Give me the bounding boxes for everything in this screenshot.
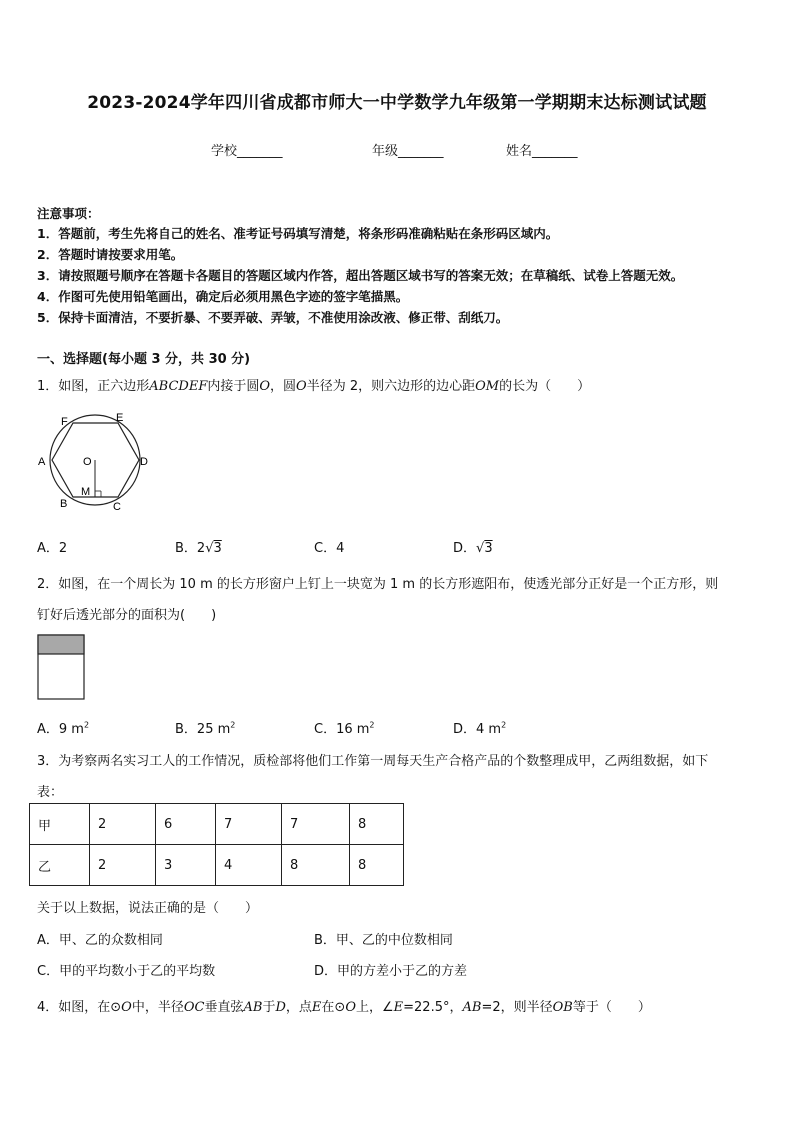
label-c: C bbox=[113, 501, 121, 513]
table-cell: 8 bbox=[350, 845, 404, 886]
sunshade-cloth bbox=[38, 635, 84, 654]
section-heading: 一、选择题(每小题 3 分，共 30 分) bbox=[37, 352, 251, 367]
label-a: A bbox=[38, 456, 46, 468]
question-1-text: 1．如图，正六边形ABCDEF内接于圆O，圆O半径为 2，则六边形的边心距OM的长为（ ） bbox=[37, 379, 591, 394]
sqrt-icon: √ bbox=[205, 541, 214, 556]
q1-option-b[interactable]: B．2√3 bbox=[175, 541, 222, 556]
q1-option-c[interactable]: C．4 bbox=[314, 541, 345, 556]
q2-option-d[interactable]: D．4 $m^2$ bbox=[453, 720, 507, 737]
note-item-1: 1．答题前，考生先将自己的姓名、准考证号码填写清楚，将条形码准确粘贴在条形码区域内。 bbox=[37, 226, 559, 241]
grade-field: 年级_______ bbox=[372, 144, 444, 159]
table-cell: 2 bbox=[90, 845, 156, 886]
table-cell: 2 bbox=[90, 804, 156, 845]
name-field: 姓名_______ bbox=[506, 144, 578, 159]
label-d: D bbox=[140, 456, 148, 468]
q3-option-a[interactable]: A．甲、乙的众数相同 bbox=[37, 933, 163, 948]
sqrt-icon: √ bbox=[476, 541, 485, 556]
note-item-5: 5．保持卡面清洁，不要折暴、不要弄破、弄皱，不准使用涂改液、修正带、刮纸刀。 bbox=[37, 310, 509, 325]
table-cell: 甲 bbox=[30, 804, 90, 845]
question-4-text: 4．如图，在⊙O中，半径OC垂直弦AB于D，点E在⊙O上，∠E=22.5°，AB=2，则半径OB等于（ ） bbox=[37, 1000, 651, 1015]
label-o: O bbox=[83, 456, 92, 468]
label-e: E bbox=[116, 412, 124, 424]
data-table bbox=[29, 803, 404, 886]
notes-heading: 注意事项： bbox=[37, 206, 100, 221]
window-figure bbox=[37, 634, 87, 702]
q2-option-c[interactable]: C．16 $m^2$ bbox=[314, 720, 375, 737]
table-cell: 8 bbox=[282, 845, 350, 886]
label-f: F bbox=[61, 416, 68, 428]
note-item-3: 3．请按照题号顺序在答题卡各题目的答题区域内作答，超出答题区域书写的答案无效；在草稿纸、试卷上答题无效。 bbox=[37, 268, 684, 283]
note-item-2: 2．答题时请按要求用笔。 bbox=[37, 247, 184, 262]
page-title: 2023-2024学年四川省成都市师大一中学数学九年级第一学期期末达标测试试题 bbox=[87, 93, 707, 113]
q3-option-d[interactable]: D．甲的方差小于乙的方差 bbox=[314, 964, 468, 979]
question-3-prompt: 关于以上数据，说法正确的是（ ） bbox=[37, 901, 259, 916]
question-3-line-2: 表： bbox=[37, 785, 64, 800]
q2-option-b[interactable]: B．25 $m^2$ bbox=[175, 720, 236, 737]
q1-option-d[interactable]: D．√3 bbox=[453, 541, 493, 556]
table-row-yi bbox=[30, 845, 404, 886]
table-cell: 7 bbox=[216, 804, 282, 845]
table-cell: 7 bbox=[282, 804, 350, 845]
hexagon-circle-figure bbox=[30, 404, 160, 516]
table-row-jia bbox=[30, 804, 404, 845]
school-field: 学校_______ bbox=[211, 144, 283, 159]
q2-option-a[interactable]: A．9 $m^2$ bbox=[37, 720, 90, 737]
q1-option-a[interactable]: A．2 bbox=[37, 541, 68, 556]
table-cell: 8 bbox=[350, 804, 404, 845]
label-m: M bbox=[81, 486, 91, 498]
table-cell: 4 bbox=[216, 845, 282, 886]
q3-option-c[interactable]: C．甲的平均数小于乙的平均数 bbox=[37, 964, 216, 979]
note-item-4: 4．作图可先使用铅笔画出，确定后必须用黑色字迹的签字笔描黑。 bbox=[37, 289, 409, 304]
table-cell: 乙 bbox=[30, 845, 90, 886]
q3-option-b[interactable]: B．甲、乙的中位数相同 bbox=[314, 933, 453, 948]
table-cell: 6 bbox=[156, 804, 216, 845]
label-b: B bbox=[60, 498, 68, 510]
question-2-line-1: 2．如图，在一个周长为 10 m 的长方形窗户上钉上一块宽为 1 m 的长方形遮阳布，使透光部分正好是一个正方形，则 bbox=[37, 577, 719, 592]
question-3-line-1: 3．为考察两名实习工人的工作情况，质检部将他们工作第一周每天生产合格产品的个数整理成甲，乙两组数据，如下 bbox=[37, 754, 709, 769]
table-cell: 3 bbox=[156, 845, 216, 886]
question-2-line-2: 钉好后透光部分的面积为( ) bbox=[37, 608, 217, 623]
